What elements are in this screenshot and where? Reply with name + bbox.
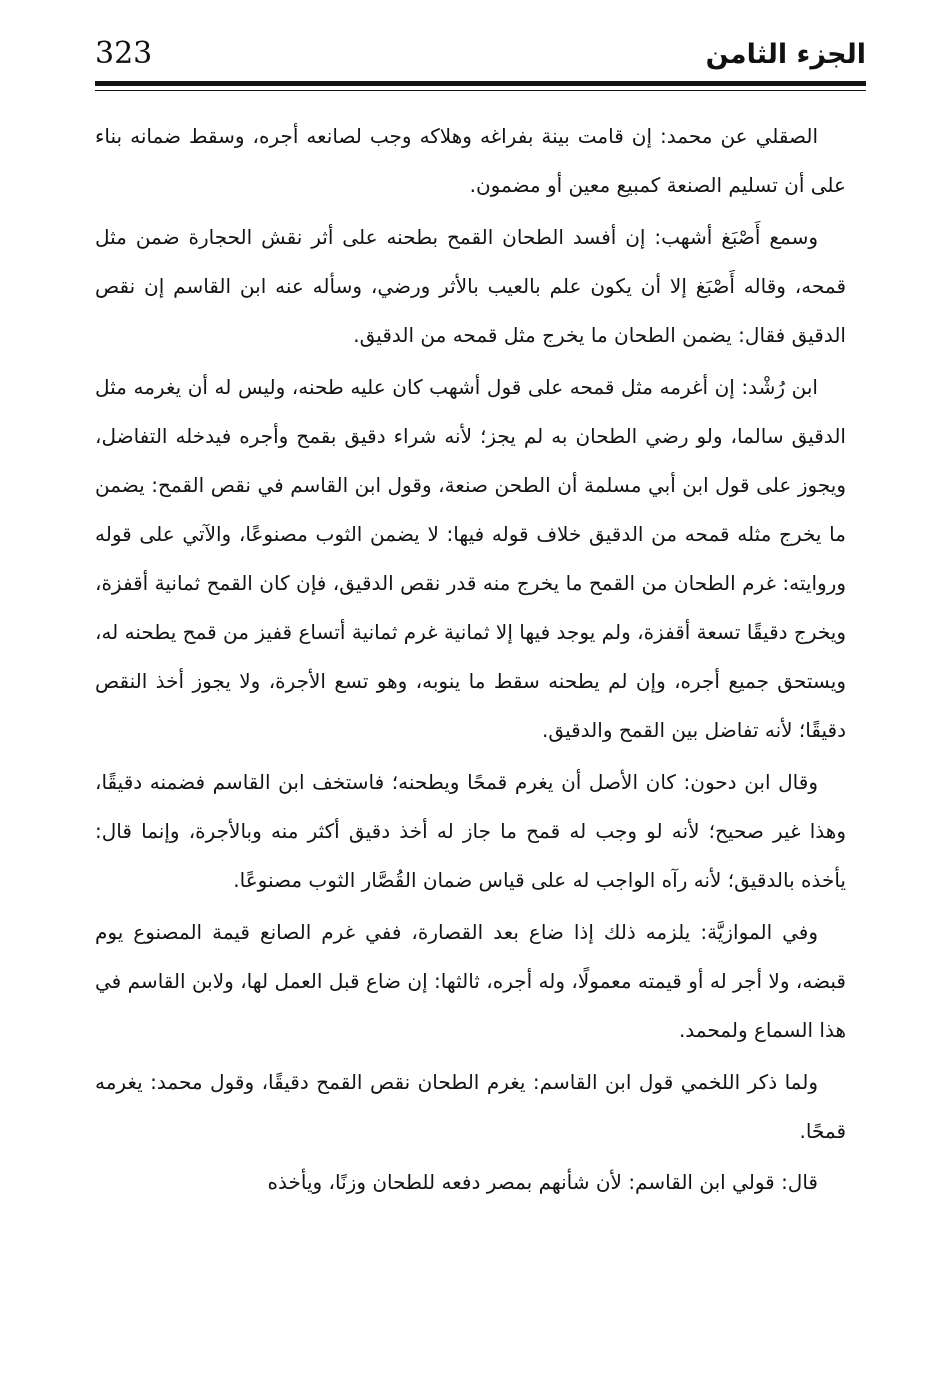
page-body <box>95 112 846 1209</box>
paragraph-6: ولما ذكر اللخمي قول ابن القاسم: يغرم الطحان نقص القمح دقيقًا، وقول محمد: يغرمه قمحًا. <box>95 1070 846 1143</box>
page-number: 323 <box>95 36 153 71</box>
running-title: الجزء الثامن <box>705 39 866 70</box>
paragraph-1: الصقلي عن محمد: إن قامت بينة بفراغه وهلاكه وجب لصانعه أجره، وسقط ضمانه بناء على أن تسليم الصنعة كمبيع معين أو مضمون. <box>95 124 846 197</box>
paragraph-5: وفي الموازيَّة: يلزمه ذلك إذا ضاع بعد القصارة، ففي غرم الصانع قيمة المصنوع يوم قبضه، ولا أجر له أو قيمته معمولًا، وله أجره، ثالثها: إن ضاع قبل العمل لها، ولابن القاسم في هذا السماع ولمحمد. <box>95 920 846 1042</box>
paragraph-4: وقال ابن دحون: كان الأصل أن يغرم قمحًا ويطحنه؛ فاستخف ابن القاسم فضمنه دقيقًا، وهذا غير صحيح؛ لأنه لو وجب له قمح ما جاز له أخذ دقيق أكثر منه وبالأجرة، وإنما قال: يأخذه بالدقيق؛ لأنه رآه الواجب له على قياس ضمان القُصَّار الثوب مصنوعًا. <box>95 770 846 892</box>
header-rule-thick <box>95 81 866 86</box>
header-rule-thin <box>95 90 866 91</box>
page-header <box>95 34 866 88</box>
paragraph-7: قال: قولي ابن القاسم: لأن شأنهم بمصر دفعه للطحان وزنًا، ويأخذه <box>267 1170 818 1194</box>
paragraph-3: ابن رُشْد: إن أغرمه مثل قمحه على قول أشهب كان عليه طحنه، وليس له أن يغرمه مثل الدقيق سالما، ولو رضي الطحان به لم يجز؛ لأنه شراء دقيق بقمح وأجره فيدخله التفاضل، ويجوز على قول ابن أبي مسلمة أن الطحن صنعة، وقول ابن القاسم في نقص القمح: يضمن ما يخرج مثله قمحه من الدقيق خلاف قوله فيها: لا يضمن الثوب مصنوعًا، والآتي على قوله وروايته: غرم الطحان من القمح ما يخرج منه قدر نقص الدقيق، فإن كان القمح ثمانية أقفزة، ويخرج دقيقًا تسعة أقفزة، ولم يوجد فيها إلا ثمانية غرم ثمانية أتساع قفيز من قمح يطحنه له، ويستحق جميع أجره، وإن لم يطحنه سقط ما ينوبه، وهو تسع الأجرة، ولا يجوز أخذ النقص دقيقًا؛ لأنه تفاضل بين القمح والدقيق. <box>95 375 846 742</box>
paragraph-2: وسمع أَصْبَغ أشهب: إن أفسد الطحان القمح بطحنه على أثر نقش الحجارة ضمن مثل قمحه، وقاله أَصْبَغ إلا أن يكون علم بالعيب بالأثر ورضي، وسأله عنه ابن القاسم إن نقص الدقيق فقال: يضمن الطحان ما يخرج مثل قمحه من الدقيق. <box>95 225 846 347</box>
